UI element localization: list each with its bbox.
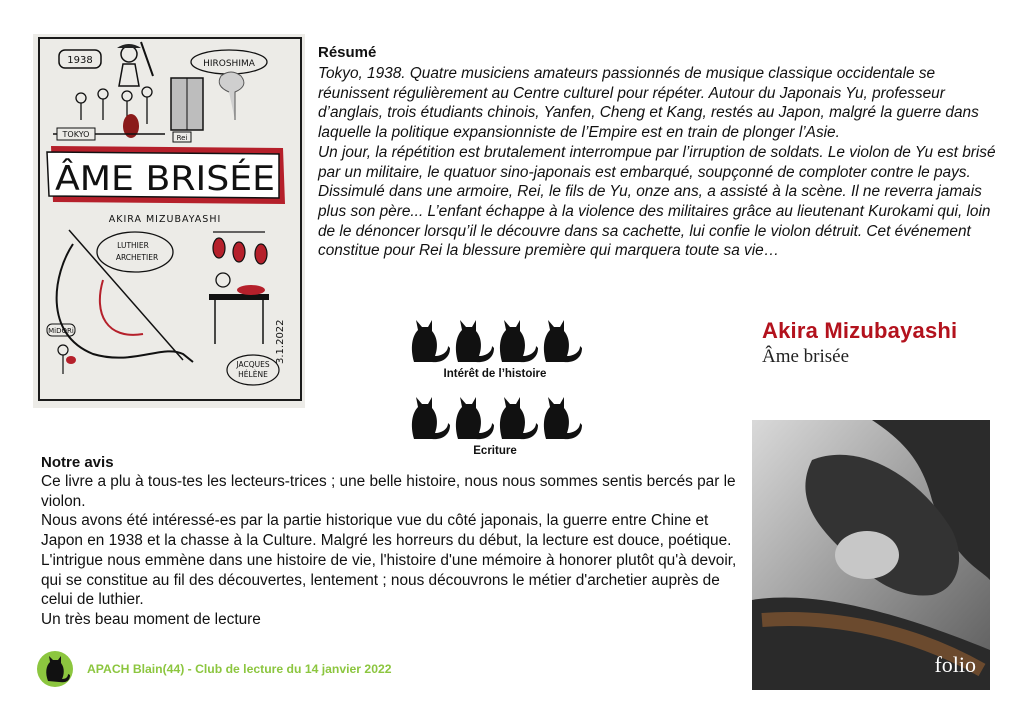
cat-icon — [452, 318, 494, 364]
book-cover-photo — [752, 420, 990, 690]
sketch-signature-2: HÉLÈNE — [238, 370, 268, 379]
opinion-heading: Notre avis — [41, 454, 114, 471]
sketch-rei: Rei — [176, 134, 188, 142]
cat-icon — [540, 318, 582, 364]
rating-story-label: Intérêt de l’histoire — [443, 368, 547, 380]
cover-author: Akira Mizubayashi — [762, 318, 958, 343]
opinion-line-1: Ce livre a plu à tous-tes les lecteurs-trices ; une belle histoire, nous nous sommes sentis bercés par le violon. — [41, 473, 736, 510]
sketch-hiroshima: HIROSHIMA — [203, 59, 255, 69]
cat-icon — [496, 318, 538, 364]
sketchnote-illustration — [33, 34, 305, 408]
footer — [37, 651, 392, 687]
sketch-title: ÂME BRISÉE — [55, 159, 262, 199]
opinion-line-2: Nous avons été intéressé-es par la partie historique vue du côté japonais, la guerre entre Chine et Japon en 1938 et la chasse à la Culture. Malgré les horreurs du début, la lecture est douce, poétique. L'intrigue nous emmène dans une histoire de vie, l'histoire d'une mémoire à honorer plutôt qu'à devoir, qui se constitue au fil des découvertes, lentement ; nous découvrons le métier d'archetier auprès de celui de luthier. — [41, 512, 737, 609]
resume-heading: Résumé — [318, 44, 377, 61]
cover-book-title: Âme brisée — [762, 346, 850, 367]
cat-icon — [408, 318, 450, 364]
sketch-author: AKIRA MIZUBAYASHI — [108, 214, 222, 225]
cat-icon — [408, 395, 450, 441]
rating-story — [405, 318, 585, 380]
resume-section — [318, 44, 998, 261]
club-logo-icon — [37, 651, 73, 687]
book-cover-title — [762, 318, 992, 368]
sketch-tokyo: TOKYO — [62, 130, 90, 139]
cat-icon — [496, 395, 538, 441]
cat-icon — [540, 395, 582, 441]
sketch-date: 3.1.2022 — [275, 319, 286, 364]
resume-paragraph-2: Un jour, la répétition est brutalement interrompue par l’irruption de soldats. Le violon de Yu est brisé par un militaire, le quatuor sino-japonais est embarqué, soupçonné de comploter contre le pays. Dissimulé dans une armoire, Rei, le fils de Yu, onze ans, a assisté à la scène. Il ne reverra jamais plus son père... L’enfant échappe à la violence des militaires grâce au lieutenant Kurokami qui, loin de le dénoncer lorsqu’il le découvre dans sa cachette, lui confie le violon détruit. Cet événement constitue pour Rei la blessure première qui marquera toute sa vie… — [318, 143, 996, 260]
footer-text: APACH Blain(44) - Club de lecture du 14 janvier 2022 — [87, 662, 392, 676]
sketch-luthier: LUTHIER — [117, 241, 149, 250]
opinion-section — [41, 453, 741, 630]
sketch-archetier: ARCHETIER — [115, 253, 159, 262]
rating-story-cats — [405, 318, 585, 364]
sketch-signature-1: JACQUES — [236, 360, 270, 369]
rating-writing-label: Ecriture — [473, 445, 517, 457]
rating-writing — [405, 395, 585, 457]
publisher-logo: folio — [934, 652, 976, 677]
resume-paragraph-1: Tokyo, 1938. Quatre musiciens amateurs passionnés de musique classique occidentale se réunissent régulièrement au Centre culturel pour répéter. Autour du Japonais Yu, professeur d’anglais, trois étudiants chinois, Yanfen, Cheng et Kang, restés au Japon, malgré la guerre dans laquelle la politique expansionniste de l’Empire est en train de plonger l’Asie. — [318, 65, 979, 142]
sketch-year: 1938 — [67, 55, 93, 66]
sketch-midori: MiDORi — [48, 327, 74, 335]
rating-writing-cats — [405, 395, 585, 441]
opinion-line-3: Un très beau moment de lecture — [41, 610, 261, 628]
cat-icon — [452, 395, 494, 441]
